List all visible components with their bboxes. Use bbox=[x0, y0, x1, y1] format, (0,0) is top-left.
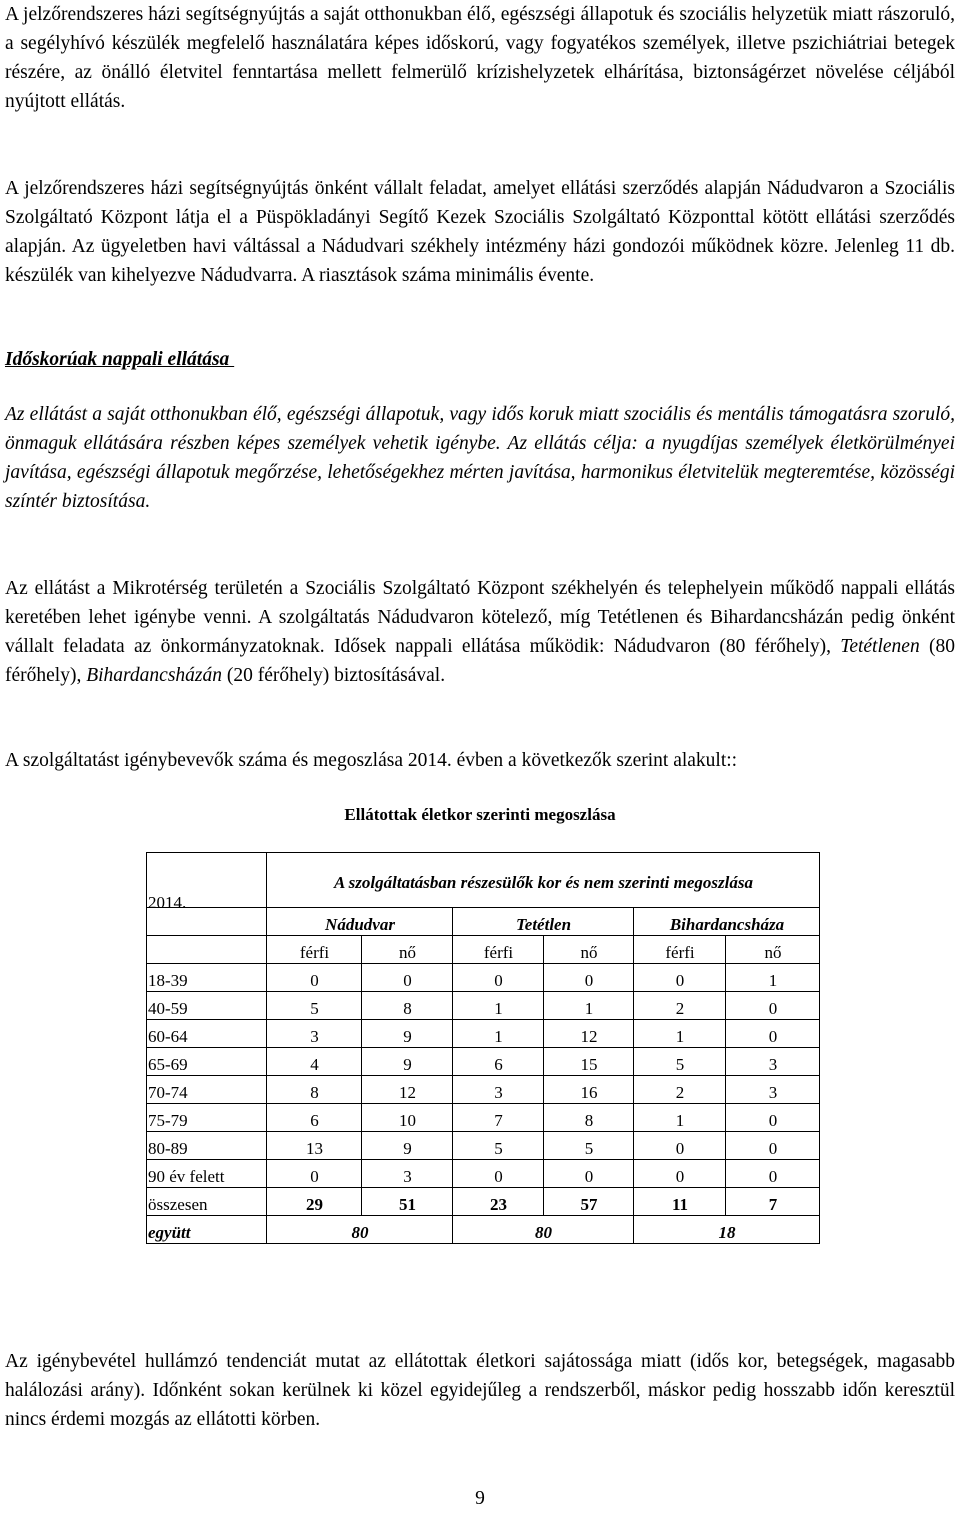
section-heading-elderly-day-care: Időskorúak nappali ellátása bbox=[5, 349, 235, 370]
table-cell: 3 bbox=[362, 1160, 453, 1188]
page-number: 9 bbox=[475, 1488, 485, 1509]
table-cell: 5 bbox=[634, 1048, 726, 1076]
table-cell: 1 bbox=[634, 1104, 726, 1132]
table-cell: 5 bbox=[544, 1132, 634, 1160]
table-age-group: 90 év felett bbox=[147, 1160, 267, 1188]
table-cell: 8 bbox=[267, 1076, 362, 1104]
table-gender-header: férfi bbox=[267, 936, 362, 964]
table-cell: 0 bbox=[267, 964, 362, 992]
paragraph-day-care-locations bbox=[5, 574, 955, 690]
table-cell: 8 bbox=[544, 1104, 634, 1132]
table-cell: 0 bbox=[362, 964, 453, 992]
table-age-group: 80-89 bbox=[147, 1132, 267, 1160]
table-cell: 1 bbox=[544, 992, 634, 1020]
table-together-value: 18 bbox=[634, 1216, 820, 1244]
table-total-value: 11 bbox=[634, 1188, 726, 1216]
paragraph-day-care-text-c: (20 férőhely) biztosításával. bbox=[222, 665, 446, 686]
table-row bbox=[147, 1104, 820, 1132]
table-total-row bbox=[147, 1188, 820, 1216]
table-row bbox=[147, 964, 820, 992]
table-cell: 0 bbox=[726, 1020, 820, 1048]
table-cell: 0 bbox=[544, 964, 634, 992]
table-cell: 6 bbox=[453, 1048, 544, 1076]
table-age-group: 65-69 bbox=[147, 1048, 267, 1076]
table-cell: 16 bbox=[544, 1076, 634, 1104]
table-cell: 0 bbox=[267, 1160, 362, 1188]
table-together-label: együtt bbox=[147, 1216, 267, 1244]
paragraph-day-care-eligibility: Az ellátást a saját otthonukban élő, egészségi állapotuk, vagy idős koruk miatt szociális és mentális támogatásra szoruló, önmaguk ellátására részben képes személyek vehetik igénybe. Az ellátás célja: a nyugdíjas személyek életkörülményei javítása, egészségi állapotuk megőrzése, lehetőségekhez mérten javítása, harmonikus életvitelük megteremtése, közösségi színtér biztosítása. bbox=[5, 404, 955, 512]
table-row bbox=[147, 1076, 820, 1104]
table-cell: 0 bbox=[726, 1160, 820, 1188]
table-cell: 13 bbox=[267, 1132, 362, 1160]
table-cell: 5 bbox=[453, 1132, 544, 1160]
paragraph-table-intro: A szolgáltatást igénybevevők száma és megoszlása 2014. évben a következők szerint alakult:: bbox=[5, 750, 738, 771]
table-age-group: 60-64 bbox=[147, 1020, 267, 1048]
paragraph-fluctuation-note: Az igénybevétel hullámzó tendenciát mutat az ellátottak életkori sajátossága miatt (idős kor, betegségek, magasabb halálozási arány). Időnként sokan kerülnek ki közel egyidejűleg a rendszerből, máskor pedig hosszabb időn keresztül nincs érdemi mozgás az ellátotti körben. bbox=[5, 1351, 955, 1430]
table-together-value: 80 bbox=[267, 1216, 453, 1244]
table-cell: 0 bbox=[634, 1160, 726, 1188]
table-total-value: 7 bbox=[726, 1188, 820, 1216]
table-caption: Ellátottak életkor szerinti megoszlása bbox=[344, 805, 616, 824]
table-gender-header-row bbox=[147, 936, 820, 964]
table-cell: 10 bbox=[362, 1104, 453, 1132]
table-gender-header: nő bbox=[544, 936, 634, 964]
table-cell: 1 bbox=[453, 1020, 544, 1048]
table-cell: 3 bbox=[726, 1048, 820, 1076]
table-cell: 2 bbox=[634, 1076, 726, 1104]
table-cell: 1 bbox=[634, 1020, 726, 1048]
table-year-cell: 2014. bbox=[147, 853, 267, 908]
table-cell: 0 bbox=[634, 1132, 726, 1160]
paragraph-alarm-service-definition: A jelzőrendszeres házi segítségnyújtás a saját otthonukban élő, egészségi állapotuk és szociális helyzetük miatt rászoruló, a segélyhívó készülék megfelelő használatára képes időskorú, vagy fogyatékos személyek, illetve pszichiátriai betegek részére, az önálló életvitel fenntartása mellett felmerülő krízishelyzetek elhárítása, biztonságérzet növelése céljából nyújtott ellátás. bbox=[5, 4, 955, 112]
table-cell: 12 bbox=[544, 1020, 634, 1048]
table-cell: 8 bbox=[362, 992, 453, 1020]
table-gender-header: nő bbox=[726, 936, 820, 964]
table-age-group: 40-59 bbox=[147, 992, 267, 1020]
table-cell: 9 bbox=[362, 1132, 453, 1160]
table-cell: 0 bbox=[544, 1160, 634, 1188]
table-cell: 3 bbox=[726, 1076, 820, 1104]
table-cell: 15 bbox=[544, 1048, 634, 1076]
table-title-row bbox=[147, 853, 820, 908]
table-row bbox=[147, 1160, 820, 1188]
table-row bbox=[147, 992, 820, 1020]
table-town-header: Tetétlen bbox=[453, 908, 634, 936]
table-cell: 0 bbox=[453, 964, 544, 992]
table-row bbox=[147, 1132, 820, 1160]
table-age-group: 18-39 bbox=[147, 964, 267, 992]
table-gender-header: férfi bbox=[453, 936, 544, 964]
table-empty-cell bbox=[147, 936, 267, 964]
table-cell: 1 bbox=[726, 964, 820, 992]
town-tetetlen: Tetétlenen bbox=[840, 636, 920, 657]
table-cell: 9 bbox=[362, 1020, 453, 1048]
table-cell: 2 bbox=[634, 992, 726, 1020]
table-cell: 0 bbox=[726, 992, 820, 1020]
paragraph-day-care-text-a: Az ellátást a Mikrotérség területén a Szociális Szolgáltató Központ székhelyén és telephelyein működő nappali ellátás keretében lehet igénybe venni. A szolgáltatás Nádudvaron kötelező, míg Tetétlenen és Bihardancsházán pedig önként vállalt feladata az önkormányzatoknak. Idősek nappali ellátása működik: Nádudvaron (80 férőhely), bbox=[5, 578, 955, 657]
table-cell: 0 bbox=[726, 1132, 820, 1160]
table-gender-header: férfi bbox=[634, 936, 726, 964]
table-cell: 1 bbox=[453, 992, 544, 1020]
table-cell: 5 bbox=[267, 992, 362, 1020]
table-town-header: Bihardancsháza bbox=[634, 908, 820, 936]
table-cell: 9 bbox=[362, 1048, 453, 1076]
table-town-header: Nádudvar bbox=[267, 908, 453, 936]
table-age-group: 75-79 bbox=[147, 1104, 267, 1132]
town-bihardancshaza: Bihardancsházán bbox=[86, 665, 222, 686]
table-gender-header: nő bbox=[362, 936, 453, 964]
table-cell: 7 bbox=[453, 1104, 544, 1132]
table-row bbox=[147, 1020, 820, 1048]
table-cell: 3 bbox=[453, 1076, 544, 1104]
table-total-value: 51 bbox=[362, 1188, 453, 1216]
table-together-row bbox=[147, 1216, 820, 1244]
table-cell: 0 bbox=[634, 964, 726, 992]
table-together-value: 80 bbox=[453, 1216, 634, 1244]
table-total-value: 29 bbox=[267, 1188, 362, 1216]
table-total-value: 57 bbox=[544, 1188, 634, 1216]
table-row bbox=[147, 1048, 820, 1076]
paragraph-day-care-text-b: (80 férőhely), bbox=[5, 636, 955, 686]
table-total-label: összesen bbox=[147, 1188, 267, 1216]
table-cell: 12 bbox=[362, 1076, 453, 1104]
table-cell: 3 bbox=[267, 1020, 362, 1048]
table-age-group: 70-74 bbox=[147, 1076, 267, 1104]
table-cell: 4 bbox=[267, 1048, 362, 1076]
table-cell: 6 bbox=[267, 1104, 362, 1132]
table-body bbox=[147, 964, 820, 1188]
table-title-cell: A szolgáltatásban részesülők kor és nem szerinti megoszlása bbox=[267, 853, 820, 908]
table-total-value: 23 bbox=[453, 1188, 544, 1216]
paragraph-alarm-service-details: A jelzőrendszeres házi segítségnyújtás önként vállalt feladat, amelyet ellátási szerződés alapján Nádudvaron a Szociális Szolgáltató Központ látja el a Püspökladányi Segítő Kezek Szociális Szolgáltató Központtal kötött ellátási szerződés alapján. Az ügyeletben havi váltással a Nádudvari székhely intézmény házi gondozói működnek közre. Jelenleg 11 db. készülék van kihelyezve Nádudvarra. A riasztások száma minimális évente. bbox=[5, 178, 955, 286]
table-cell: 0 bbox=[726, 1104, 820, 1132]
table-cell: 0 bbox=[453, 1160, 544, 1188]
age-distribution-table bbox=[146, 852, 820, 1244]
